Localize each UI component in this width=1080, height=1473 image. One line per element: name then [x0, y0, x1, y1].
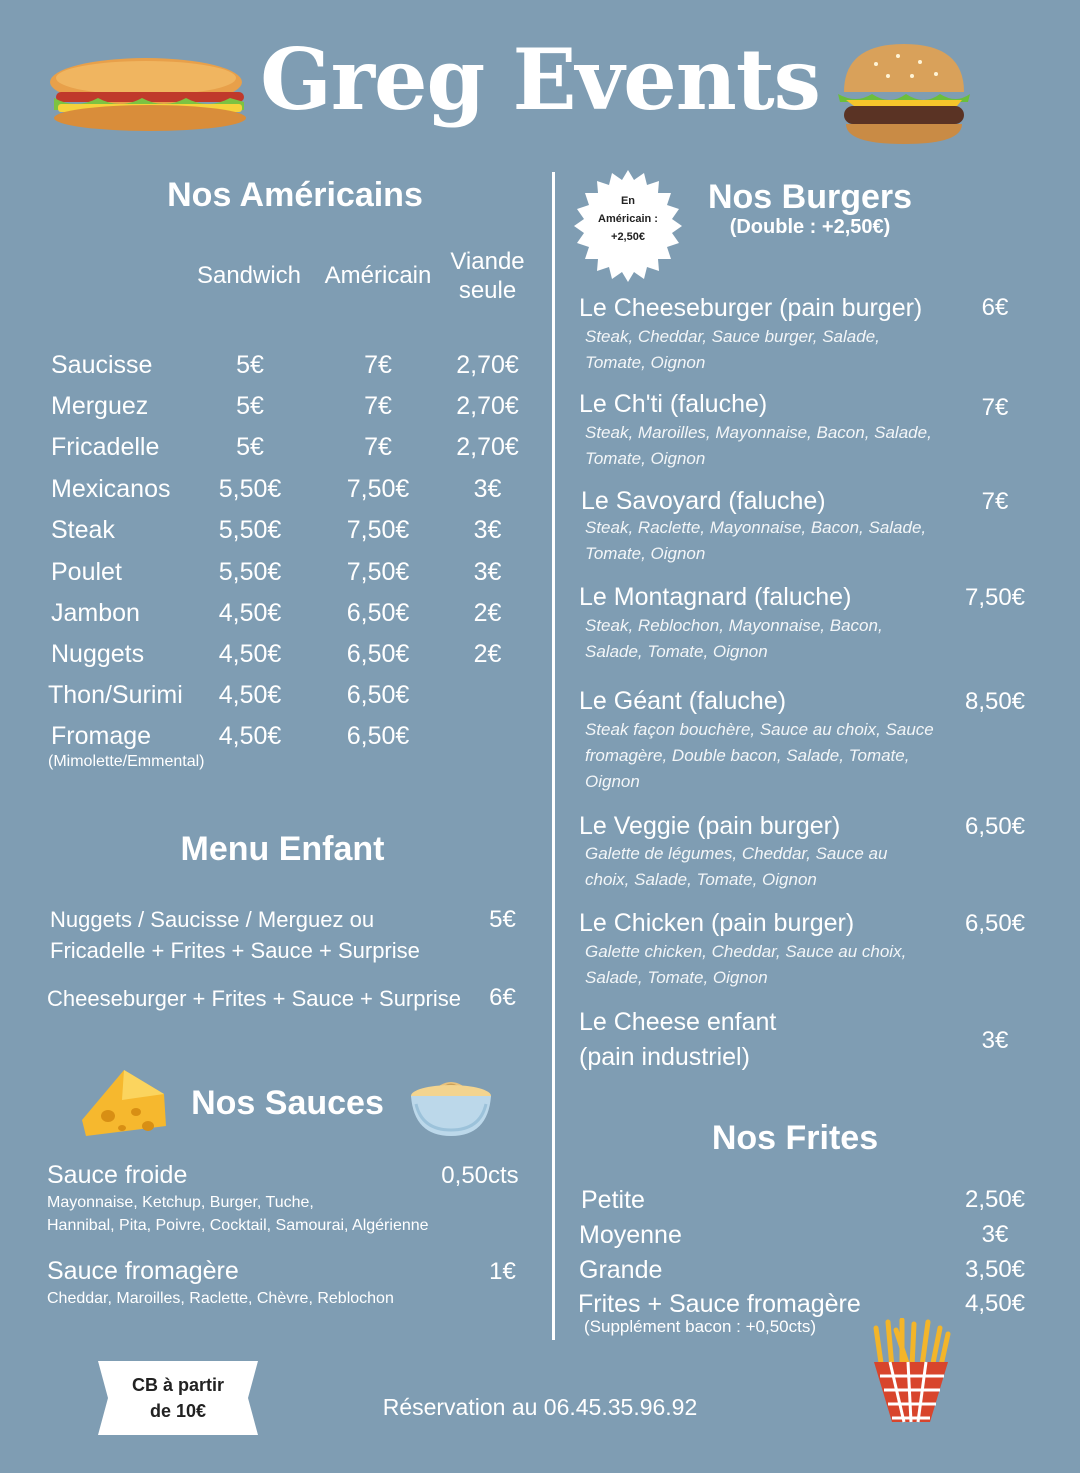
americain-row	[0, 392, 540, 432]
burger-name: Le Ch'ti (faluche)	[579, 390, 768, 418]
burger-desc-line: Salade, Tomate, Oignon	[585, 968, 768, 987]
burger-desc-line: Oignon	[585, 772, 640, 791]
americain-row	[0, 599, 540, 639]
burger-desc	[585, 515, 926, 567]
burger-desc-line: Tomate, Oignon	[585, 353, 706, 372]
row-name: Thon/Surimi	[48, 681, 183, 709]
burger-desc-line: Steak, Raclette, Mayonnaise, Bacon, Salade,	[585, 518, 927, 537]
price-americain: 7€	[364, 392, 392, 420]
sauce-bowl-icon	[408, 1064, 494, 1140]
burgers-heading: Nos Burgers	[707, 178, 913, 216]
burger-desc	[585, 939, 906, 991]
price-americain: 7,50€	[346, 475, 410, 503]
cb-text	[108, 1372, 248, 1424]
burger-price: 7€	[981, 488, 1009, 515]
price-americain: 6,50€	[346, 722, 410, 750]
row-name: Saucisse	[51, 351, 153, 379]
burgers-subheading: (Double : +2,50€)	[729, 216, 891, 238]
sauce-fromagere-name: Sauce fromagère	[47, 1257, 239, 1285]
burger-price: 6,50€	[964, 910, 1026, 937]
sauce-froide-desc-1: Mayonnaise, Ketchup, Burger, Tuche,	[47, 1194, 314, 1211]
americains-heading: Nos Américains	[167, 176, 423, 214]
price-americain: 7,50€	[346, 558, 410, 586]
americain-row	[0, 681, 540, 721]
price-sandwich: 5€	[236, 392, 264, 420]
row-name: Mexicanos	[51, 475, 171, 503]
sauce-fromagere-desc: Cheddar, Maroilles, Raclette, Chèvre, Reblochon	[47, 1290, 394, 1307]
badge-text	[572, 192, 684, 246]
burger-desc-line: Tomate, Oignon	[585, 449, 706, 468]
sauce-froide-desc-2: Hannibal, Pita, Poivre, Cocktail, Samourai, Algérienne	[47, 1217, 429, 1234]
cb-line-1: CB à partir	[131, 1375, 225, 1395]
price-viande: 3€	[473, 475, 502, 503]
sauce-froide-name: Sauce froide	[47, 1161, 188, 1189]
burger-desc-line: Steak, Maroilles, Mayonnaise, Bacon, Salade,	[585, 423, 932, 442]
price-viande: 3€	[473, 558, 502, 586]
price-sandwich: 5€	[236, 433, 264, 461]
enfant-item-1-line2: Fricadelle + Frites + Sauce + Surprise	[50, 938, 420, 963]
enfant-item-1-price: 5€	[489, 906, 516, 933]
burger-desc-line: Tomate, Oignon	[585, 544, 706, 563]
enfant-item-2-price: 6€	[489, 984, 516, 1011]
burger-desc	[585, 841, 887, 893]
burger-desc-line: Galette chicken, Cheddar, Sauce au choix,	[585, 942, 907, 961]
burger-price: 8,50€	[964, 688, 1026, 715]
cb-line-2: de 10€	[149, 1401, 207, 1421]
reservation-phone: Réservation au 06.45.35.96.92	[382, 1394, 698, 1420]
burger-desc	[585, 324, 880, 376]
col-header-sandwich: Sandwich	[196, 262, 302, 289]
price-americain: 7,50€	[346, 516, 410, 544]
sauce-fromagere-price: 1€	[489, 1258, 516, 1285]
burger-price: 6€	[981, 294, 1009, 321]
frites-name: Frites + Sauce fromagère	[578, 1290, 861, 1318]
frites-price: 3,50€	[964, 1256, 1026, 1283]
fries-icon	[868, 1318, 954, 1424]
burger-desc-line: Steak, Cheddar, Sauce burger, Salade,	[585, 327, 880, 346]
row-name: Steak	[51, 516, 115, 544]
sauces-heading: Nos Sauces	[191, 1084, 384, 1122]
frites-price: 4,50€	[964, 1290, 1026, 1317]
burger-price: 6,50€	[964, 813, 1026, 840]
badge-line-3: +2,50€	[611, 231, 645, 243]
row-name: Merguez	[51, 392, 149, 420]
enfant-item-1-line1: Nuggets / Saucisse / Merguez ou	[50, 907, 375, 932]
enfant-item-2-line1: Cheeseburger + Frites + Sauce + Surprise	[47, 986, 461, 1011]
burger-desc-line: Steak, Reblochon, Mayonnaise, Bacon,	[585, 616, 883, 635]
row-name: Fricadelle	[51, 433, 160, 461]
badge-line-1: En	[620, 195, 636, 207]
frites-note: (Supplément bacon : +0,50cts)	[584, 1317, 816, 1336]
badge-line-2: Américain :	[598, 213, 658, 225]
americain-row	[0, 640, 540, 680]
burger-desc	[585, 420, 932, 472]
row-name: Fromage	[51, 722, 152, 750]
price-sandwich: 4,50€	[218, 722, 282, 750]
burger-name: Le Montagnard (faluche)	[579, 583, 852, 611]
burger-desc-line: choix, Salade, Tomate, Oignon	[585, 870, 817, 889]
burger-name: Le Cheeseburger (pain burger)	[579, 294, 923, 322]
price-sandwich: 4,50€	[218, 599, 282, 627]
row-name: Poulet	[51, 558, 122, 586]
americain-row	[0, 558, 540, 598]
burger-price: 7€	[981, 394, 1009, 421]
frites-price: 2,50€	[964, 1186, 1026, 1213]
price-viande: 2,70€	[456, 392, 519, 420]
price-sandwich: 4,50€	[218, 681, 282, 709]
cheese-enfant-line2: (pain industriel)	[579, 1043, 750, 1071]
col-header-viande: Viande	[450, 248, 525, 275]
fromage-note: (Mimolette/Emmental)	[48, 753, 205, 770]
cheese-icon	[78, 1064, 170, 1140]
burger-desc-line: Galette de légumes, Cheddar, Sauce au	[585, 844, 888, 863]
price-sandwich: 4,50€	[218, 640, 282, 668]
americain-row	[0, 351, 540, 391]
price-americain: 7€	[364, 351, 392, 379]
price-viande: 2€	[473, 640, 502, 668]
price-viande: 2,70€	[456, 433, 519, 461]
burger-desc	[585, 613, 883, 665]
burger-desc	[585, 717, 934, 795]
price-americain: 6,50€	[346, 599, 410, 627]
frites-price: 3€	[981, 1221, 1009, 1248]
burger-name: Le Géant (faluche)	[579, 687, 787, 715]
frites-name: Moyenne	[579, 1221, 682, 1249]
frites-name: Grande	[579, 1256, 663, 1284]
burger-name: Le Savoyard (faluche)	[581, 487, 826, 515]
price-viande: 2,70€	[456, 351, 519, 379]
burger-desc-line: Salade, Tomate, Oignon	[585, 642, 768, 661]
enfant-heading: Menu Enfant	[180, 830, 385, 868]
burger-desc-line: Steak façon bouchère, Sauce au choix, Sauce	[585, 720, 934, 739]
price-sandwich: 5,50€	[218, 558, 282, 586]
col-header-seule: seule	[458, 277, 517, 304]
cheese-enfant-price: 3€	[981, 1027, 1009, 1054]
sauce-froide-price: 0,50cts	[441, 1162, 519, 1189]
column-divider	[552, 172, 555, 1340]
frites-heading: Nos Frites	[711, 1119, 879, 1157]
burger-desc-line: fromagère, Double bacon, Salade, Tomate,	[585, 746, 910, 765]
page-title: Greg Events	[260, 30, 820, 129]
burger-name: Le Chicken (pain burger)	[579, 909, 855, 937]
americain-row	[0, 433, 540, 473]
price-viande: 3€	[473, 516, 502, 544]
price-sandwich: 5,50€	[218, 475, 282, 503]
price-viande: 2€	[473, 599, 502, 627]
price-americain: 6,50€	[346, 681, 410, 709]
price-americain: 7€	[364, 433, 392, 461]
frites-name: Petite	[581, 1186, 645, 1214]
burger-name: Le Veggie (pain burger)	[579, 812, 841, 840]
price-americain: 6,50€	[346, 640, 410, 668]
col-header-americain: Américain	[324, 262, 432, 289]
row-name: Jambon	[51, 599, 140, 627]
price-sandwich: 5€	[236, 351, 264, 379]
row-name: Nuggets	[51, 640, 145, 668]
americain-row	[0, 475, 540, 515]
price-sandwich: 5,50€	[218, 516, 282, 544]
burger-price: 7,50€	[964, 584, 1026, 611]
americain-row	[0, 516, 540, 556]
cheese-enfant-line1: Le Cheese enfant	[579, 1008, 777, 1036]
